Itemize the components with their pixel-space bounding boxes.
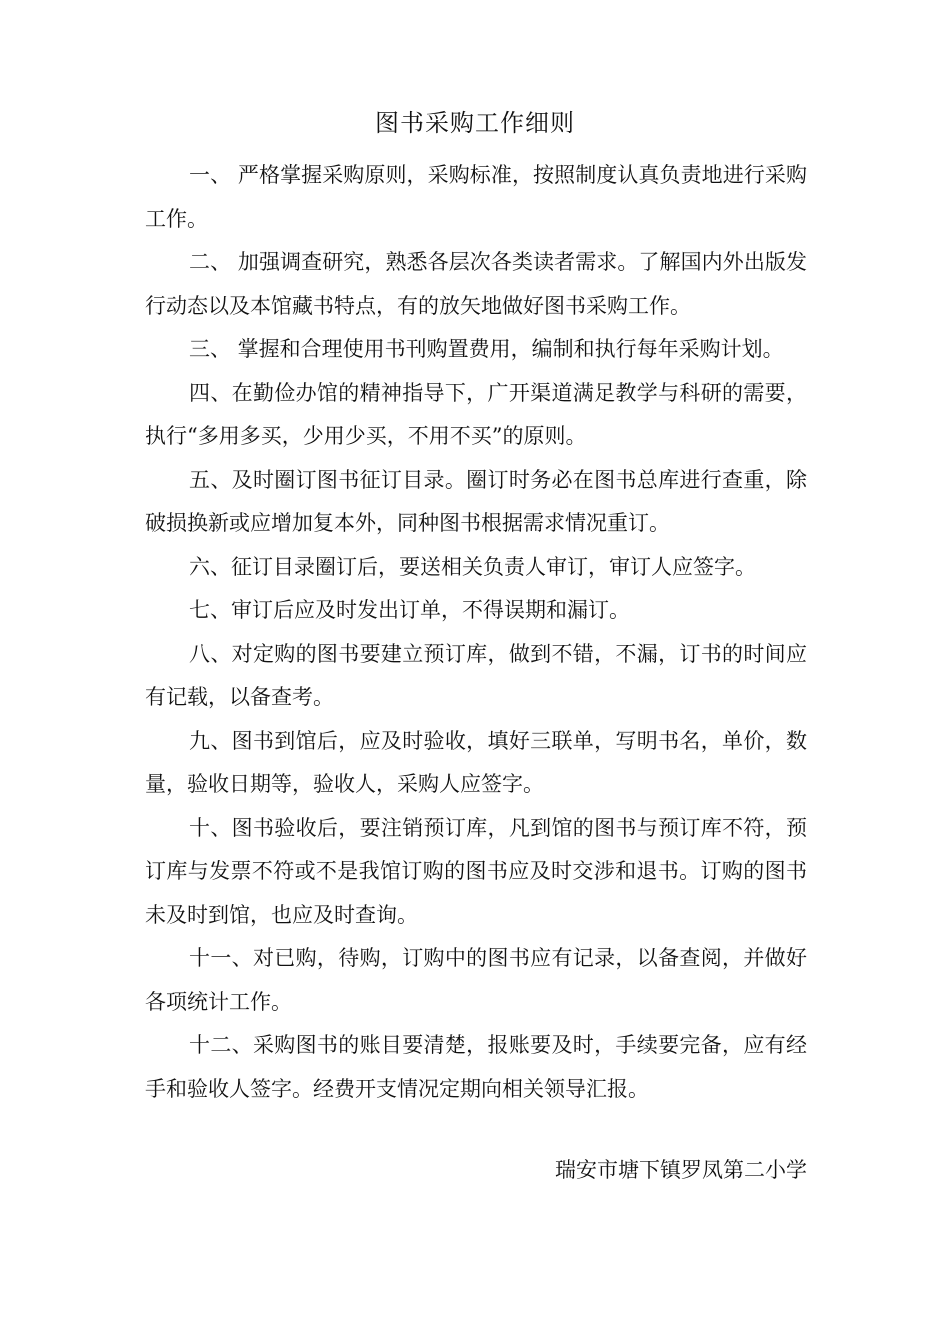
document-title: 图书采购工作细则	[375, 109, 575, 137]
paragraph-7: 七、审订后应及时发出订单，不得误期和漏订。	[189, 598, 630, 622]
paragraph-9: 九、图书到馆后，应及时验收，填好三联单，写明书名，单价，数量，验收日期等，验收人，采购人应签字。	[145, 728, 807, 796]
paragraph-1: 一、 严格掌握采购原则，采购标准，按照制度认真负责地进行采购工作。	[145, 163, 807, 231]
paragraph-5: 五、及时圈订图书征订目录。圈订时务必在图书总库进行查重，除破损换新或应增加复本外，同种图书根据需求情况重订。	[145, 467, 807, 535]
paragraph-11: 十一、对已购，待购，订购中的图书应有记录，以备查阅，并做好各项统计工作。	[145, 946, 807, 1014]
paragraph-10: 十、图书验收后，要注销预订库，凡到馆的图书与预订库不符，预订库与发票不符或不是我馆订购的图书应及时交涉和退书。订购的图书未及时到馆，也应及时查询。	[145, 815, 807, 927]
paragraph-8: 八、对定购的图书要建立预订库，做到不错，不漏，订书的时间应有记载，以备查考。	[145, 641, 807, 709]
paragraph-12: 十二、采购图书的账目要清楚，报账要及时，手续要完备，应有经手和验收人签字。经费开支情况定期向相关领导汇报。	[145, 1033, 807, 1101]
paragraph-4: 四、在勤俭办馆的精神指导下，广开渠道满足教学与科研的需要，执行“多用多买，少用少买，不用不买”的原则。	[145, 380, 807, 448]
document-body	[145, 154, 807, 1111]
paragraph-2: 二、 加强调查研究，熟悉各层次各类读者需求。了解国内外出版发行动态以及本馆藏书特点，有的放矢地做好图书采购工作。	[145, 250, 807, 318]
paragraph-3: 三、 掌握和合理使用书刊购置费用，编制和执行每年采购计划。	[189, 337, 784, 361]
signature-school-name: 瑞安市塘下镇罗凤第二小学	[555, 1158, 807, 1182]
paragraph-6: 六、征订目录圈订后，要送相关负责人审订，审订人应签字。	[189, 554, 756, 579]
